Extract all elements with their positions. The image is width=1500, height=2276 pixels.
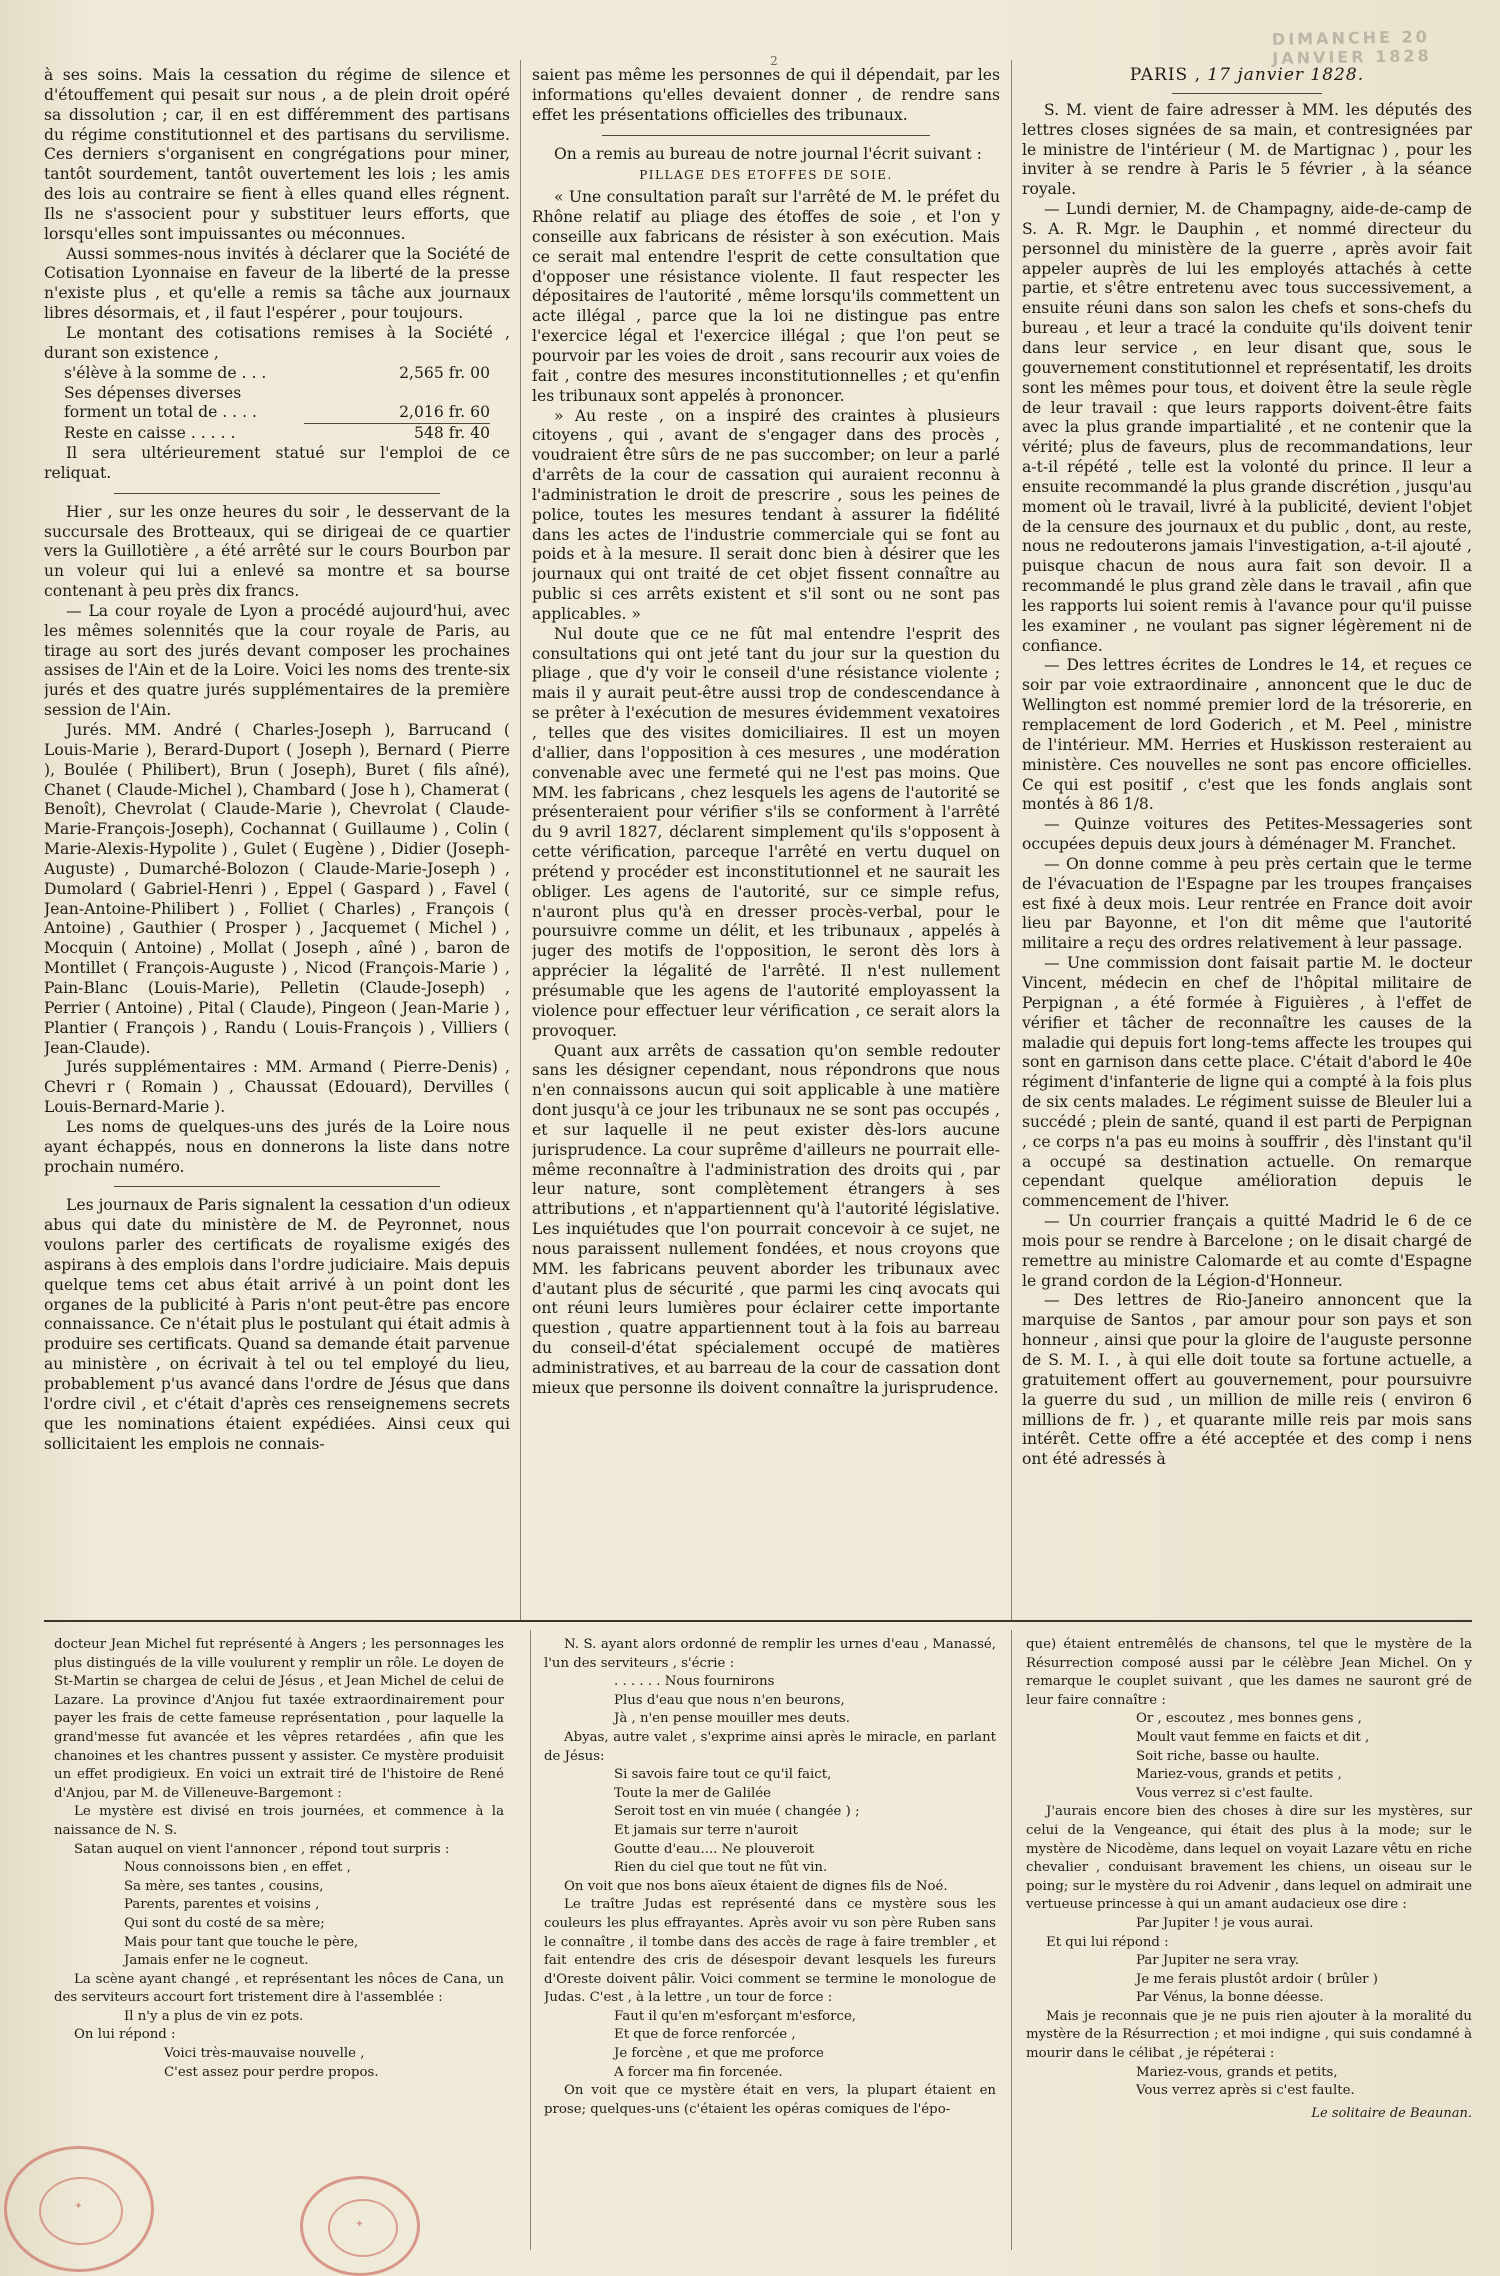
paragraph: Le montant des cotisations remises à la Société , durant son existence ,: [44, 323, 510, 362]
ledger-value: 2,016 fr. 60: [399, 403, 490, 422]
feuilleton-rule: [44, 1620, 1472, 1622]
ledger-value: 2,565 fr. 00: [399, 363, 490, 382]
paragraph: — On donne comme à peu près certain que le terme de l'évacuation de l'Espagne par les troupes françaises est fixé à deux mois. Leur rentrée en France doit avoir lieu par Bayonne, et l'on dit même que l'autorité militaire a reçu des ordres relativement à leur passage.: [1022, 854, 1472, 953]
verse-line: Toute la mer de Galilée: [614, 1785, 771, 1801]
seal-mark: ✦: [74, 2201, 84, 2212]
paragraph: — Quinze voitures des Petites-Messageries sont occupées depuis deux jours à déménager M. Franchet.: [1022, 815, 1472, 854]
verse-line: Jamais enfer ne le cogneut.: [124, 1953, 309, 1969]
paragraph: Jurés supplémentaires : MM. Armand ( Pierre-Denis) , Chevri r ( Romain ) , Chaussat (Edouard), Dervilles ( Louis-Bernard-Marie ).: [44, 1058, 510, 1117]
column-rule-1: [520, 60, 521, 1620]
article-separator: [114, 1186, 440, 1187]
paragraph: Les journaux de Paris signalent la cessation d'un odieux abus qui date du ministère de M. de Peyronnet, nous voulons parler des certificats de royalisme exigés des aspirans à des emplois dans l'ordre judiciaire. Mais depuis quelque tems cet abus était arrivé à un point dont les organes de la publicité à Paris n'ont peut-être pas encore connaissance. Ce n'était plus le postulant qui était admis à produire ses certificats. Quand sa demande était parvenue au ministère , on écrivait à tel ou tel employé du lieu, probablement p'us avancé dans l'ordre de Jésus que dans l'ordre civil , et c'était d'après ces renseignemens secrets que les nominations étaient expédiées. Ainsi ceux qui sollicitaient les emplois ne connais-: [44, 1196, 510, 1453]
verse-line: A forcer ma fin forcenée.: [614, 2064, 783, 2080]
paragraph: — Lundi dernier, M. de Champagny, aide-de-camp de S. A. R. Mgr. le Dauphin , et nommé directeur du personnel du ministère de la guerre , après avoir fait appeler auprès de lui les employés attachés à cette partie, et s'être entretenu avec tous successivement, a ensuite réuni dans son salon les chefs et sons-chefs du bureau , et leur a tracé la conduite qu'ils doivent tenir dans leur service , en leur disant que, sous le gouvernement constitutionnel et représentatif, les droits sont les mêmes pour tous, et doivent être la seule règle de leur travail : que leurs rapports doivent-être faits avec la plus grande impartialité , et ne contenir que la vérité; plus de faveurs, plus de recommandations, leur a-t-il répété , telle est la volonté du prince. Il leur a ensuite recommandé la plus grande discrétion , jusqu'au moment où le travail, livré à la publicité, devient l'objet de la censure des journaux et du public , dont, au reste, nous ne redouterons jamais l'investigation, a-t-il ajouté , puisque chacun de nous aura fait son devoir. Il a recommandé le plus grand zèle dans le travail , afin que les rapports lui soient remis à l'avance pour qu'il puisse les examiner , ne voulant pas signer légèrement ni de confiance.: [1022, 200, 1472, 655]
verse-line: . . . . . . Nous fournirons: [614, 1674, 775, 1690]
paragraph: — Un courrier français a quitté Madrid le 6 de ce mois pour se rendre à Barcelone ; on le disait chargé de remettre au ministre Calomarde et au comte d'Espagne le grand cordon de la Légion-d'Honneur.: [1022, 1212, 1472, 1290]
dateline: [1022, 66, 1472, 86]
verse-line: Mariez-vous, grands et petits ,: [1136, 1767, 1342, 1783]
article-subheading: PILLAGE DES ETOFFES DE SOIE.: [639, 168, 893, 183]
verse-line: Sa mère, ses tantes , cousins,: [124, 1878, 324, 1894]
verse-line: Soit riche, basse ou haulte.: [1136, 1748, 1320, 1764]
verse-line: Or , escoutez , mes bonnes gens ,: [1136, 1711, 1362, 1727]
paragraph: Mais je reconnais que je ne puis rien ajouter à la moralité du mystère de la Résurrection ; et moi indigne , qui suis condamné à mourir dans le célibat , je répéterai :: [1026, 2008, 1472, 2062]
ledger-row-expenses: [44, 403, 510, 423]
verse-line: Rien du ciel que tout ne fût vin.: [614, 1860, 828, 1876]
library-stamp-seal-2: [300, 2176, 420, 2276]
feuilleton-column-2: [544, 1636, 996, 2248]
ledger-row-balance: [44, 424, 510, 444]
verse-line: Voici très-mauvaise nouvelle ,: [164, 2046, 365, 2062]
paragraph: Le traître Judas est représenté dans ce mystère sous les couleurs les plus effrayantes. Après avoir vu son père Ruben sans le connaître , il tombe dans des accès de rage à faire trembler , et fait entendre des cris de désespoir devant lesquels les fureurs d'Oreste doivent pâlir. Voici comment se termine le monologue de Judas. C'est , à la lettre , un tour de force :: [544, 1897, 996, 2006]
verse-line: Vous verrez si c'est faulte.: [1136, 1785, 1313, 1801]
verse-line: Je me ferais plustôt ardoir ( brûler ): [1136, 1971, 1378, 1987]
dateline-city: PARIS ,: [1129, 66, 1201, 85]
feuilleton-rule-1: [530, 1630, 531, 2250]
verse-line: Par Jupiter ne sera vray.: [1136, 1953, 1299, 1969]
paragraph: La scène ayant changé , et représentant les nôces de Cana, un des serviteurs accourt fort tristement dire à l'assemblée :: [54, 1971, 504, 2006]
paragraph: saient pas même les personnes de qui il dépendait, par les informations qu'elles devaient donner , de rendre sans effet les présentations officielles des tribunaux.: [532, 66, 1000, 124]
verse-line: Par Vénus, la bonne déesse.: [1136, 1990, 1324, 2006]
paragraph: Abyas, autre valet , s'exprime ainsi après le miracle, en parlant de Jésus:: [544, 1729, 996, 1764]
feuilleton-rule-2: [1011, 1630, 1012, 2250]
paragraph: » Au reste , on a inspiré des craintes à plusieurs citoyens , qui , avant de s'engager dans des procès , voudraient être sûrs de ne pas succomber; on leur a parlé d'arrêts de la cour de cassation qui auraient reconnu à l'administration le droit de prescrire , sous les peines de police, toutes les mesures tendant à assurer la fidélité dans les actes de l'industrie commerciale qui se font au poids et à la mesure. Il serait donc bien à désirer que les journaux qui ont traité de cet objet fissent connaître au public si ces arrêts existent et s'il sont ou ne sont pas applicables. »: [532, 406, 1000, 623]
paragraph: Satan auquel on vient l'annoncer , répond tout surpris :: [74, 1841, 450, 1857]
paragraph: On voit que nos bons aïeux étaient de dignes fils de Noé.: [564, 1878, 948, 1894]
paragraph: Quant aux arrêts de cassation qu'on semble redouter sans les désigner cependant, nous répondrons que nous n'en connaissons aucun qui soit applicable à une matière dont jusqu'à ce jour les tribunaux ne se sont pas occupés , et sur laquelle il ne peut exister dès-lors aucune jurisprudence. La cour suprême d'ailleurs ne pourrait elle-même reconnaître à l'administration des droits qui , par leur nature, sont complètement étrangers à ses attributions , et n'appartiennent qu'à l'autorité législative. Les inquiétudes que l'on pourrait concevoir à ce sujet, ne nous paraissent nullement fondées, et nous croyons que MM. les fabricans peuvent aborder les tribunaux avec d'autant plus de sécurité , que parmi les cinq avocats qui ont réuni leurs lumières pour éclairer cette importante question , quatre appartiennent tout à la fois au barreau du conseil-d'état spécialement occupé de matières administratives, et au barreau de la cour de cassation dont mieux que personne ils doivent connaître la jurisprudence.: [532, 1041, 1000, 1397]
verse-line: Seroit tost en vin muée ( changée ) ;: [614, 1804, 860, 1820]
author-signature: Le solitaire de Beaunan.: [1311, 2105, 1472, 2121]
article-column-1: [44, 66, 510, 1612]
paragraph: N. S. ayant alors ordonné de remplir les urnes d'eau , Manassé, l'un des serviteurs , s'écrie :: [544, 1637, 996, 1671]
seal-mark: ✦: [355, 2219, 365, 2230]
verse-line: Jà , n'en pense mouiller mes deuts.: [614, 1711, 850, 1727]
verse-line: Mais pour tant que touche le père,: [124, 1934, 359, 1950]
paragraph: « Une consultation paraît sur l'arrêté de M. le préfet du Rhône relatif au pliage des étoffes de soie , et l'on y conseille aux fabricans de résister à son exécution. Mais ce serait mal entendre l'esprit de cette consultation que d'opposer une résistance violente. Il faut respecter les dépositaires de l'autorité , même lorsqu'ils commettent un acte illégal , parce que la loi ne distingue pas entre l'exercice légal et l'exercice illégal ; que l'on peut se pourvoir par les voies de droit , sans recourir aux voies de fait , contre des mesures inconstitutionnelles ; et qu'enfin les tribunaux sont appelés à prononcer.: [532, 188, 1000, 405]
paragraph: Le mystère est divisé en trois journées, et commence à la naissance de N. S.: [54, 1804, 504, 1838]
ledger-label: Reste en caisse . . . . .: [64, 424, 236, 443]
paragraph: Hier , sur les onze heures du soir , le desservant de la succursale des Brotteaux, qui se dirigeai de ce quartier vers la Guillotière , a été arrêté sur le cours Bourbon par un voleur qui lui a enlevé sa montre et sa bourse contenant à peu près dix francs.: [44, 502, 510, 601]
dateline-date: 17 janvier 1828.: [1207, 66, 1365, 85]
verse-line: Si savois faire tout ce qu'il faict,: [614, 1767, 832, 1783]
paragraph: On voit que ce mystère était en vers, la plupart étaient en prose; quelques-uns (c'étaient les opéras comiques de l'épo-: [544, 2083, 996, 2117]
paragraph: — Des lettres écrites de Londres le 14, et reçues ce soir par voie extraordinaire , annoncent que le duc de Wellington est nommé premier lord de la trésorerie, en remplacement de lord Goderich , et M. Peel , ministre de l'intérieur. MM. Herries et Huskisson resteraient au ministère. Ces nouvelles ne sont pas encore officielles. Ce qui est positif , c'est que les fonds anglais sont montés à 86 1/8.: [1022, 656, 1472, 814]
verse-line: Goutte d'eau.... Ne plouveroit: [614, 1841, 815, 1857]
verse-line: Et que de force renforcée ,: [614, 2027, 796, 2043]
paragraph: J'aurais encore bien des choses à dire sur les mystères, sur celui de la Vengeance, qui était des plus à la mode; sur le mystère de Nicodème, dans lequel on voyait Lazare vêtu en riche chevalier , conduisant bravement les chiens, un oiseau sur le poing; sur le mystère du roi Advenir , dans lequel on admirait une vertueuse princesse à qui un amant audacieux ose dire :: [1026, 1804, 1472, 1913]
paragraph: Les noms de quelques-uns des jurés de la Loire nous ayant échappés, nous en donnerons la liste dans notre prochain numéro.: [44, 1117, 510, 1176]
article-column-3: [1022, 66, 1472, 1612]
verse-line: Je forcène , et que me proforce: [614, 2046, 824, 2062]
paragraph: que) étaient entremêlés de chansons, tel que le mystère de la Résurrection composé aussi par le célèbre Jean Michel. On y remarque le couplet suivant , que les dames ne sauront gré de leur faire connaître :: [1026, 1637, 1472, 1708]
verse-line: Par Jupiter ! je vous aurai.: [1136, 1915, 1314, 1931]
ledger-label: Ses dépenses diverses: [64, 383, 242, 402]
paragraph: Il sera ultérieurement statué sur l'emploi de ce reliquat.: [44, 444, 510, 482]
verse-line: C'est assez pour perdre propos.: [164, 2064, 379, 2080]
paragraph: docteur Jean Michel fut représenté à Angers ; les personnages les plus distingués de la ville voulurent y remplir un rôle. Le doyen de St-Martin se chargea de celui de Jésus , et Jean Michel de celui de Lazare. La province d'Anjou fut taxée extraordinairement pour payer les frais de cette fameuse représentation , pour laquelle la grand'messe fut avancée et les vêpres retardées , afin que les chanoines et les chantres pussent y assister. Ce mystère produisit un effet prodigieux. En voici un extrait tiré de l'histoire de René d'Anjou, par M. de Villeneuve-Bargemont :: [54, 1637, 504, 1801]
ledger-label: s'élève à la somme de . . .: [64, 363, 267, 382]
paragraph: Jurés. MM. André ( Charles-Joseph ), Barrucand ( Louis-Marie ), Berard-Duport ( Joseph ), Bernard ( Pierre ), Boulée ( Philibert), Brun ( Joseph), Buret ( fils aîné), Chanet ( Claude-Michel ), Chambard ( Jose h ), Chamerat ( Benoît), Chevrolat ( Claude-Marie ), Chevrolat ( Claude-Marie-François-Joseph), Cochannat ( Guillaume ) , Colin ( Marie-Alexis-Hypolite ) , Gulet ( Eugène ) , Didier (Joseph-Auguste) , Dumarché-Bolozon ( Claude-Marie-Joseph ) , Dumolard ( Gabriel-Henri ) , Eppel ( Gaspard ) , Favel ( Jean-Antoine-Philibert ) , Folliet ( Charles) , François ( Antoine) , Gauthier ( Prosper ) , Jacquemet ( Michel ) , Mocquin ( Antoine) , Mollat ( Joseph , aîné ) , baron de Montillet ( François-Auguste ) , Nicod (François-Marie ) , Pain-Blanc (Louis-Marie), Pelletin (Claude-Joseph) , Perrier ( Antoine) , Pital ( Claude), Pingeon ( Jean-Marie ) , Plantier ( François ) , Randu ( Louis-François ) , Villiers ( Jean-Claude).: [44, 721, 510, 1057]
article-separator: [602, 135, 930, 136]
paragraph: S. M. vient de faire adresser à MM. les députés des lettres closes signées de sa main, et contresignées par le ministre de l'intérieur ( M. de Martignac ) , pour les inviter à se rendre à Paris le 5 février , à la séance royale.: [1022, 100, 1472, 199]
verse-line: Faut il qu'en m'esforçant m'esforce,: [614, 2008, 857, 2024]
article-separator: [1172, 93, 1322, 94]
paragraph: — Une commission dont faisait partie M. le docteur Vincent, médecin en chef de l'hôpital militaire de Perpignan , a été formée à Figuières , à l'effet de vérifier et tâcher de reconnaître les causes de la maladie qui depuis fort long-tems affecte les troupes qui sont en garnison dans cette place. C'était d'abord le 40e régiment d'infanterie de ligne qui a compté à la fois plus de six cents malades. Le régiment suisse de Bleuler lui a succédé ; plein de santé, quand il est parti de Perpignan , ce corps n'a pas eu moins à souffrir , dès l'instant qu'il a occupé sa destination actuelle. On remarque cependant quelque amélioration depuis le commencement de l'hiver.: [1022, 954, 1472, 1211]
verse-line: Qui sont du costé de sa mère;: [124, 1915, 325, 1931]
verse-line: Moult vaut femme en faicts et dit ,: [1136, 1729, 1370, 1745]
paragraph: On lui répond :: [74, 2027, 176, 2043]
feuilleton-column-3: [1026, 1636, 1472, 2248]
article-column-2: [532, 66, 1000, 1612]
verse-line: Et jamais sur terre n'auroit: [614, 1822, 798, 1838]
verse-line: Plus d'eau que nous n'en beurons,: [614, 1692, 845, 1708]
page-number: 2: [770, 54, 780, 68]
verse-line: Il n'y a plus de vin ez pots.: [124, 2008, 304, 2024]
verse-line: Vous verrez après si c'est faulte.: [1136, 2083, 1355, 2099]
top-date-stamp: DIMANCHE 20 JANVIER 1828: [1271, 27, 1432, 68]
paragraph: — La cour royale de Lyon a procédé aujourd'hui, avec les mêmes solennités que la cour royale de Paris, au tirage au sort des jurés devant composer les prochaines assises de l'Ain et de la Loire. Voici les noms des trente-six jurés et des quatre jurés supplémentaires de la première session de l'Ain.: [44, 601, 510, 720]
paragraph: On a remis au bureau de notre journal l'écrit suivant :: [554, 144, 982, 163]
column-rule-2: [1011, 60, 1012, 1620]
ledger-value: 548 fr. 40: [414, 424, 490, 443]
paragraph: — Des lettres de Rio-Janeiro annoncent que la marquise de Santos , par amour pour son pays et son honneur , ainsi que pour la gloire de l'auguste personne de S. M. I. , à qui elle doit toute sa fortune actuelle, a gratuitement offert au gouvernement, pour poursuivre la guerre du sud , un million de mille reis ( environ 6 millions de fr. ) , et quarante mille reis par mois sans intérêt. Cette offre a été acceptée et des comp i nens ont été adressés à: [1022, 1291, 1472, 1469]
verse-line: Nous connoissons bien , en effet ,: [124, 1860, 351, 1876]
verse-line: Mariez-vous, grands et petits,: [1136, 2064, 1338, 2080]
ledger-row-expenses-label: [44, 384, 510, 404]
ledger-row-receipts: [44, 364, 510, 384]
paragraph: Et qui lui répond :: [1046, 1934, 1169, 1950]
verse-line: Parents, parentes et voisins ,: [124, 1897, 320, 1913]
article-separator: [114, 493, 440, 494]
paragraph: Nul doute que ce ne fût mal entendre l'esprit des consultations qui ont jeté tant du jour sur la question du pliage , que d'y voir le conseil d'une résistance violente ; mais il y aurait peut-être aussi trop de condescendance à se prêter à l'exécution de mesures évidemment vexatoires , telles que des visites domiciliaires. Il est un moyen d'allier, dans l'opposition à ces mesures , une modération convenable avec une fermeté qui ne l'est pas moins. Que MM. les fabricans , chez lesquels les agens de l'autorité se présenteraient pour vérifier s'ils se conforment à l'arrêté du 9 avril 1827, déclarent simplement qu'ils s'opposent à cette vérification, parceque l'arrêté en vertu duquel on prétend y procéder est inconstitutionnel et ne saurait les obliger. Les agens de l'autorité, sur ce simple refus, n'auront plus qu'à en dresser procès-verbal, pour le poursuivre comme un délit, et les tribunaux , appelés à juger des motifs de l'opposition, le seront dès lors à apprécier la légalité de l'arrêté. Il n'est nullement présumable que les agens de l'autorité employassent la violence pour effectuer leur vérification , ce serait alors la provoquer.: [532, 624, 1000, 1040]
ledger-label: forment un total de . . . .: [64, 403, 257, 422]
library-stamp-seal: [4, 2146, 154, 2272]
paragraph: Aussi sommes-nous invités à déclarer que la Société de Cotisation Lyonnaise en faveur de la liberté de la presse n'existe plus , et qu'elle a remis sa tâche aux journaux libres désormais, et , il faut l'espérer , pour toujours.: [44, 244, 510, 323]
paragraph: à ses soins. Mais la cessation du régime de silence et d'étouffement qui pesait sur nous , a de plein droit opéré sa dissolution ; car, il en est différemment des partisans du régime constitutionnel et des partisans du servilisme. Ces derniers s'organisent en congrégations pour miner, tantôt sourdement, tantôt ouvertement les lois ; les amis des lois au contraire se fient à elles quand elles régnent. Ils ne s'associent pour y substituer leurs efforts, que lorsqu'elles sont impuissantes ou méconnues.: [44, 66, 510, 243]
